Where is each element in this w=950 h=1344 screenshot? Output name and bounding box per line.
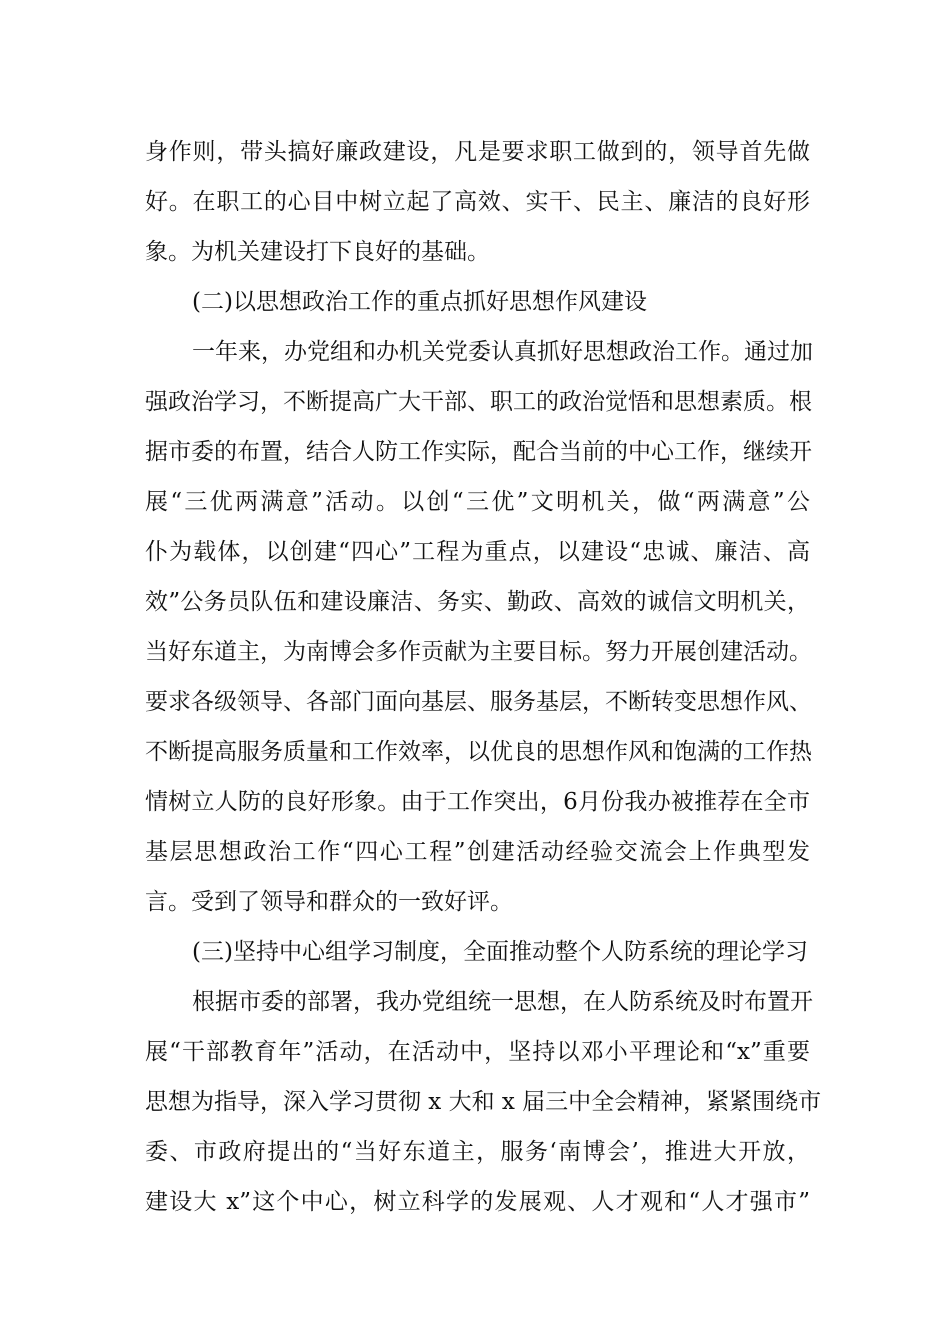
text-line: 效”公务员队伍和建设廉洁、务实、勤政、高效的诚信文明机关， xyxy=(145,589,810,615)
section-heading: (二)以思想政治工作的重点抓好思想作风建设 xyxy=(192,289,647,315)
text-line: 情树立人防的良好形象。由于工作突出，6月份我办被推荐在全市 xyxy=(145,789,810,815)
text-line: 委、市政府提出的“当好东道主，服务‘南博会’，推进大开放， xyxy=(145,1139,810,1165)
text-line: 当好东道主，为南博会多作贡献为主要目标。努力开展创建活动。 xyxy=(145,639,812,665)
text-line: 好。在职工的心目中树立起了高效、实干、民主、廉洁的良好形 xyxy=(145,189,810,215)
text-line: 据市委的布置，结合人防工作实际，配合当前的中心工作，继续开 xyxy=(145,439,812,465)
text-line: 建设大 x”这个中心，树立科学的发展观、人才观和“人才强市” xyxy=(145,1189,810,1215)
text-line: 身作则，带头搞好廉政建设，凡是要求职工做到的，领导首先做 xyxy=(145,139,810,165)
text-line: 展“三优两满意”活动。以创“三优”文明机关，做“两满意”公 xyxy=(145,489,810,515)
text-line: 基层思想政治工作“四心工程”创建活动经验交流会上作典型发 xyxy=(145,839,810,865)
text-line: 要求各级领导、各部门面向基层、服务基层，不断转变思想作风、 xyxy=(145,689,812,715)
text-line: 展“干部教育年”活动，在活动中，坚持以邓小平理论和“x”重要 xyxy=(145,1039,810,1065)
text-line: 仆为载体，以创建“四心”工程为重点，以建设“忠诚、廉洁、高 xyxy=(145,539,810,565)
text-line: 言。受到了领导和群众的一致好评。 xyxy=(145,889,513,915)
text-line: 象。为机关建设打下良好的基础。 xyxy=(145,239,490,265)
text-line: 不断提高服务质量和工作效率，以优良的思想作风和饱满的工作热 xyxy=(145,739,812,765)
section-heading: (三)坚持中心组学习制度，全面推动整个人防系统的理论学习 xyxy=(192,939,808,965)
text-line: 一年来，办党组和办机关党委认真抓好思想政治工作。通过加 xyxy=(192,339,813,365)
text-line: 强政治学习，不断提高广大干部、职工的政治觉悟和思想素质。根 xyxy=(145,389,812,415)
text-line: 思想为指导，深入学习贯彻 x 大和 x 届三中全会精神，紧紧围绕市 xyxy=(145,1089,822,1115)
text-line: 根据市委的部署，我办党组统一思想，在人防系统及时布置开 xyxy=(192,989,813,1015)
